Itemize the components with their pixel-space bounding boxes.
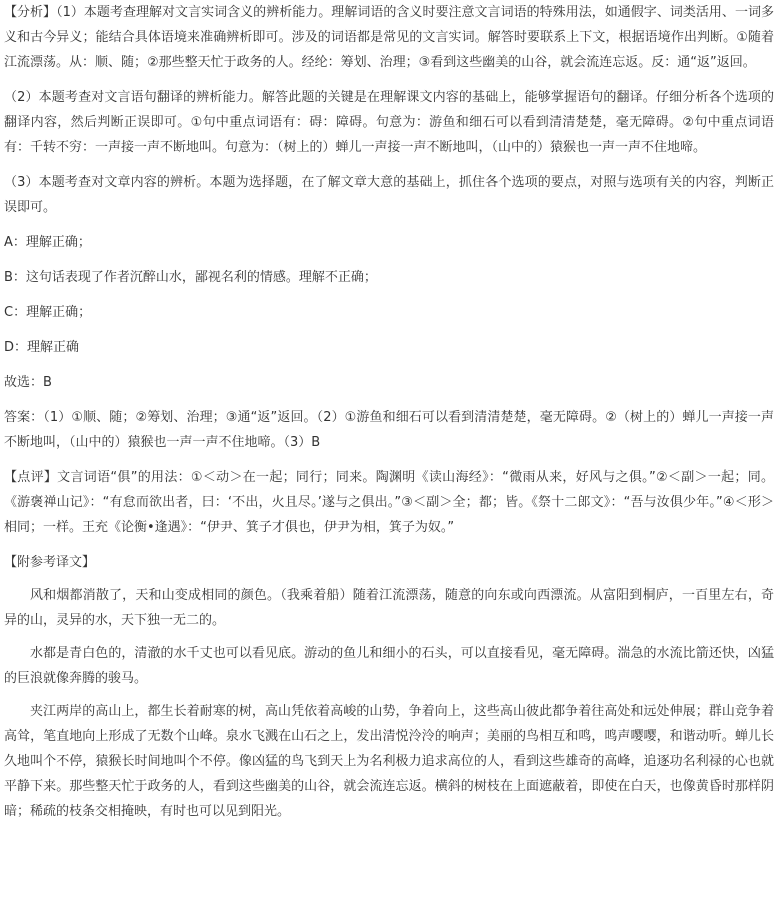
- option-b-judgement: B：这句话表现了作者沉醉山水，鄙视名利的情感。理解不正确；: [4, 270, 377, 285]
- final-choice: 故选：B: [4, 375, 52, 390]
- answer-summary: 答案：（1）①顺、随；②筹划、治理；③通“返”返回。（2）①游鱼和细石可以看到清清楚楚，毫无障碍。②（树上的）蝉儿一声接一声不断地叫，（山中的）猿猴也一声一声不住地啼。（3）B: [4, 410, 774, 450]
- analysis-part-1: 【分析】（1）本题考查理解对文言实词含义的辨析能力。理解词语的含义时要注意文言词语的特殊用法，如通假字、词类活用、一词多义和古今异义；能结合具体语境来准确辨析即可。涉及的词语都是常见的文言实词。解答时要联系上下文，根据语境作出判断。①随着江流漂荡。从：顺、随；②那些整天忙于政务的人。经纶：筹划、治理；③看到这些幽美的山谷，就会流连忘返。反：通“返”返回。: [4, 5, 774, 70]
- translation-paragraph-2: 水都是青白色的，清澈的水千丈也可以看见底。游动的鱼儿和细小的石头，可以直接看见，毫无障碍。湍急的水流比箭还快，凶猛的巨浪就像奔腾的骏马。: [4, 646, 774, 686]
- option-a-judgement: A：理解正确；: [4, 235, 91, 250]
- analysis-part-2: （2）本题考查对文言语句翻译的辨析能力。解答此题的关键是在理解课文内容的基础上，能够掌握语句的翻译。仔细分析各个选项的翻译内容，然后判断正误即可。①句中重点词语有：碍：障碍。句意为：游鱼和细石可以看到清清楚楚，毫无障碍。②句中重点词语有：千转不穷：一声接一声不断地叫。句意为：（树上的）蝉儿一声接一声不断地叫，（山中的）猿猴也一声一声不住地啼。: [4, 90, 774, 155]
- analysis-part-3: （3）本题考查对文章内容的辨析。本题为选择题，在了解文章大意的基础上，抓住各个选项的要点，对照与选项有关的内容，判断正误即可。: [4, 175, 774, 215]
- option-c-judgement: C：理解正确；: [4, 305, 92, 320]
- comment-section: 【点评】文言词语“俱”的用法：①＜动＞在一起；同行；同来。陶渊明《读山海经》：“微雨从来，好风与之俱。”②＜副＞一起；同。《游褒禅山记》：“有怠而欲出者，曰：‘不出，火且尽。’遂与之俱出。”③＜副＞全；都；皆。《祭十二郎文》：“吾与汝俱少年。”④＜形＞相同；一样。王充《论衡•逢遇》：“伊尹、箕子才俱也，伊尹为相，箕子为奴。”: [4, 470, 774, 535]
- translation-heading: 【附参考译文】: [4, 555, 96, 570]
- translation-paragraph-3: 夹江两岸的高山上，都生长着耐寒的树，高山凭依着高峻的山势，争着向上，这些高山彼此都争着往高处和远处伸展；群山竞争着高耸，笔直地向上形成了无数个山峰。泉水飞溅在山石之上，发出清悦泠泠的响声；美丽的鸟相互和鸣，鸣声嘤嘤，和谐动听。蝉儿长久地叫个不停，猿猴长时间地叫个不停。像凶猛的鸟飞到天上为名利极力追求高位的人，看到这些雄奇的高峰，追逐功名利禄的心也就平静下来。那些整天忙于政务的人，看到这些幽美的山谷，就会流连忘返。横斜的树枝在上面遮蔽着，即使在白天，也像黄昏时那样阴暗；稀疏的枝条交相掩映，有时也可以见到阳光。: [4, 704, 774, 819]
- translation-paragraph-1: 风和烟都消散了，天和山变成相同的颜色。（我乘着船）随着江流漂荡，随意的向东或向西漂流。从富阳到桐庐，一百里左右，奇异的山，灵异的水，天下独一无二的。: [4, 588, 774, 628]
- option-d-judgement: D：理解正确: [4, 340, 80, 355]
